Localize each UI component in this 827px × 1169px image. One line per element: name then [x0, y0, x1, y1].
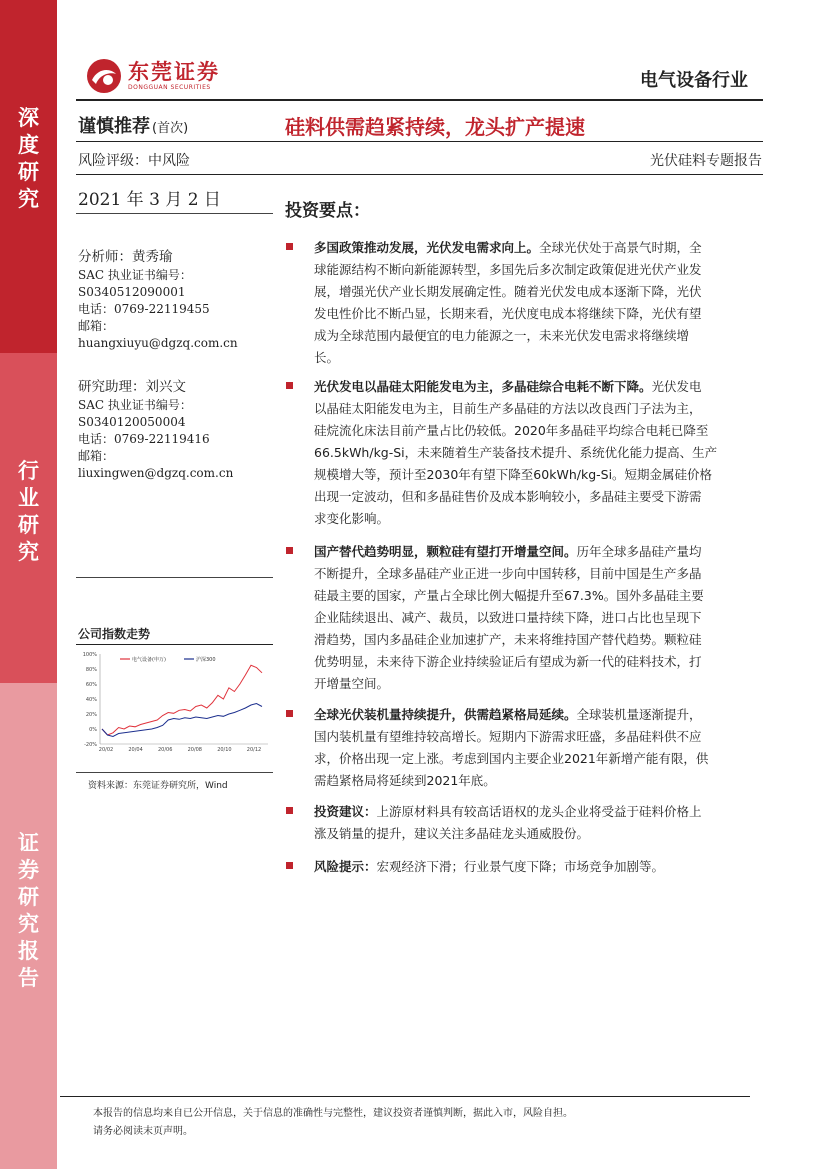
key-point-line: 宏观经济下滑；行业景气度下降；市场竞争加剧等。 [376, 859, 665, 874]
bullet-square-icon [286, 382, 293, 389]
chart-x-tick-label: 20/06 [157, 747, 173, 753]
analyst-divider [76, 577, 273, 578]
key-point-line: 硅最主要的国家，产量占全球比例大幅提升至67.3%。国外多晶硅主要 [314, 588, 704, 603]
key-point-line: 涨及销量的提升，建议关注多晶硅龙头通威股份。 [314, 826, 590, 841]
chart-legend-label: 沪深300 [196, 657, 216, 663]
title-divider [76, 141, 763, 142]
key-point-line: 不断提升，全球多晶硅产业正进一步向中国转移，目前中国是生产多晶 [314, 566, 702, 581]
key-point-line: 长。 [314, 350, 340, 365]
chart-y-tick-label: 80% [85, 667, 97, 673]
key-point-lead: 投资建议： [314, 804, 377, 819]
key-point-line: 优势明显，未来待下游企业持续验证后有望成为新一代的硅料技术，打 [314, 654, 702, 669]
chart-heading: 公司指数走势 [78, 627, 151, 641]
assistant-info [78, 378, 233, 482]
chart-y-tick-label: 0% [89, 727, 97, 733]
index-trend-chart [78, 648, 274, 760]
sidebar-label-securities-report: 证 券 研 究 报 告 [18, 831, 39, 990]
key-point-line: 以晶硅太阳能发电为主，目前生产多晶硅的方法以改良西门子法为主， [314, 401, 702, 416]
chart-x-tick-label: 20/08 [187, 747, 203, 753]
key-point-lead: 国产替代趋势明显，颗粒硅有望打开增量空间。 [314, 544, 577, 559]
analyst-email[interactable]: huangxiuyu@dgzq.com.cn [78, 336, 238, 350]
sidebar-label-industry-research: 行 业 研 究 [18, 459, 39, 564]
key-point-line: 发电性价比不断凸显，长期来看，光伏度电成本将继续下降，光伏有望 [314, 306, 702, 321]
report-type: 光伏硅料专题报告 [650, 153, 762, 169]
chart-series-line-1 [102, 665, 262, 735]
chart-legend-label: 电气设备(申万) [132, 657, 166, 663]
rating-note: (首次) [152, 121, 189, 136]
assistant-email-label: 邮箱： [78, 449, 115, 463]
chart-x-tick-label: 20/02 [98, 747, 114, 753]
key-point-lead: 全球光伏装机量持续提升，供需趋紧格局延续。 [314, 707, 577, 722]
key-point-line: 开增量空间。 [314, 676, 390, 691]
key-point-line: 企业陆续退出、减产、裁员，以致进口量持续下降，进口占比也呈现下 [314, 610, 702, 625]
chart-bottom-divider [76, 772, 273, 773]
chart-top-divider [76, 644, 273, 645]
footer-disclaimer [93, 1105, 573, 1141]
rating-value: 谨慎推荐 [78, 116, 150, 137]
bullet-square-icon [286, 547, 293, 554]
assistant-cert-label: SAC 执业证书编号： [78, 398, 192, 412]
bullet-square-icon [286, 710, 293, 717]
subtitle-divider [76, 174, 763, 175]
report-date: 2021 年 3 月 2 日 [78, 190, 221, 210]
chart-x-tick-label: 20/12 [246, 747, 262, 753]
header-divider [76, 99, 763, 101]
bullet-square-icon [286, 862, 293, 869]
chart-y-tick-label: -20% [84, 742, 97, 748]
key-point-lead: 多国政策推动发展，光伏发电需求向上。 [314, 240, 540, 255]
bullet-square-icon [286, 243, 293, 250]
key-point-line: 硅烷流化床法目前产量占比仍较低。2020年多晶硅平均综合电耗已降至 [314, 423, 709, 438]
chart-y-tick-label: 60% [85, 682, 97, 688]
chart-y-tick-label: 20% [85, 712, 97, 718]
analyst-name: 分析师：黄秀瑜 [78, 249, 173, 265]
chart-x-tick-label: 20/10 [217, 747, 232, 753]
bullet-square-icon [286, 807, 293, 814]
logo-english-text: DONGGUAN SECURITIES [128, 84, 211, 91]
key-point-5 [286, 801, 763, 845]
date-divider [76, 213, 273, 214]
analyst-cert-label: SAC 执业证书编号： [78, 268, 192, 282]
company-logo [86, 58, 220, 94]
key-point-line: 出现一定波动，但和多晶硅售价及成本影响较小，多晶硅主要受下游需 [314, 489, 702, 504]
industry-label: 电气设备行业 [640, 70, 748, 91]
key-point-lead: 风险提示： [314, 859, 377, 874]
key-point-line: 球能源结构不断向新能源转型，多国先后多次制定政策促进光伏产业发 [314, 262, 702, 277]
logo-chinese-text: 东莞证券 [128, 60, 220, 84]
key-point-line: 历年全球多晶硅产量均 [576, 544, 702, 559]
key-point-line: 全球光伏处于高景气时期，全 [539, 240, 702, 255]
chart-y-tick-label: 100% [82, 652, 97, 658]
key-point-lead: 光伏发电以晶硅太阳能发电为主，多晶硅综合电耗不断下降。 [314, 379, 652, 394]
assistant-email[interactable]: liuxingwen@dgzq.com.cn [78, 466, 234, 480]
chart-x-tick-label: 20/04 [128, 747, 143, 753]
assistant-name: 研究助理：刘兴文 [78, 379, 186, 395]
assistant-cert: S0340120050004 [78, 415, 186, 429]
key-point-line: 国内装机量有望维持较高增长。短期内下游需求旺盛，多晶硅料供不应 [314, 729, 702, 744]
footer-line-2: 请务必阅读末页声明。 [93, 1126, 193, 1137]
report-title: 硅料供需趋紧持续，龙头扩产提速 [285, 115, 585, 139]
key-points-heading: 投资要点： [285, 201, 370, 221]
key-point-line: 求，价格出现一定上涨。考虑到国内主要企业2021年新增产能有限，供 [314, 751, 709, 766]
risk-level: 风险评级：中风险 [78, 153, 190, 169]
key-point-line: 规模增大等，预计至2030年有望下降至60kWh/kg-Si。短期金属硅价格 [314, 467, 713, 482]
analyst-info [78, 248, 238, 352]
key-point-line: 全球装机量逐渐提升， [576, 707, 702, 722]
key-point-line: 光伏发电 [651, 379, 702, 394]
key-point-line: 66.5kWh/kg-Si，未来随着生产装备技术提升、系统优化能力提高、生产 [314, 445, 718, 460]
key-point-line: 上游原材料具有较高话语权的龙头企业将受益于硅料价格上 [376, 804, 702, 819]
key-point-6 [286, 856, 763, 878]
analyst-phone: 电话：0769-22119455 [78, 302, 210, 316]
key-point-line: 需趋紧格局将延续到2021年底。 [314, 773, 496, 788]
chart-source: 资料来源：东莞证券研究所，Wind [88, 781, 228, 791]
key-point-4 [286, 704, 763, 792]
footer-line-1: 本报告的信息均来自已公开信息，关于信息的准确性与完整性，建议投资者谨慎判断，据此入市，风险自担。 [93, 1108, 573, 1119]
footer-divider [60, 1096, 750, 1097]
assistant-phone: 电话：0769-22119416 [78, 432, 210, 446]
analyst-cert: S0340512090001 [78, 285, 186, 299]
key-point-3 [286, 541, 763, 695]
sidebar-label-depth-research: 深 度 研 究 [18, 106, 39, 211]
key-point-1 [286, 237, 763, 369]
chart-y-tick-label: 40% [85, 697, 97, 703]
rating-label [78, 112, 188, 138]
chart-series-line-2 [102, 704, 262, 737]
key-point-line: 成为全球范围内最便宜的电力能源之一，未来光伏发电需求将继续增 [314, 328, 690, 343]
key-point-line: 展，增强光伏产业长期发展确定性。随着光伏发电成本逐渐下降，光伏 [314, 284, 702, 299]
key-point-2 [286, 376, 763, 530]
logo-mark-icon [86, 58, 122, 94]
key-point-line: 滑趋势，国内多晶硅企业加速扩产，未来将维持国产替代趋势。颗粒硅 [314, 632, 702, 647]
key-point-line: 求变化影响。 [314, 511, 390, 526]
analyst-email-label: 邮箱： [78, 319, 115, 333]
